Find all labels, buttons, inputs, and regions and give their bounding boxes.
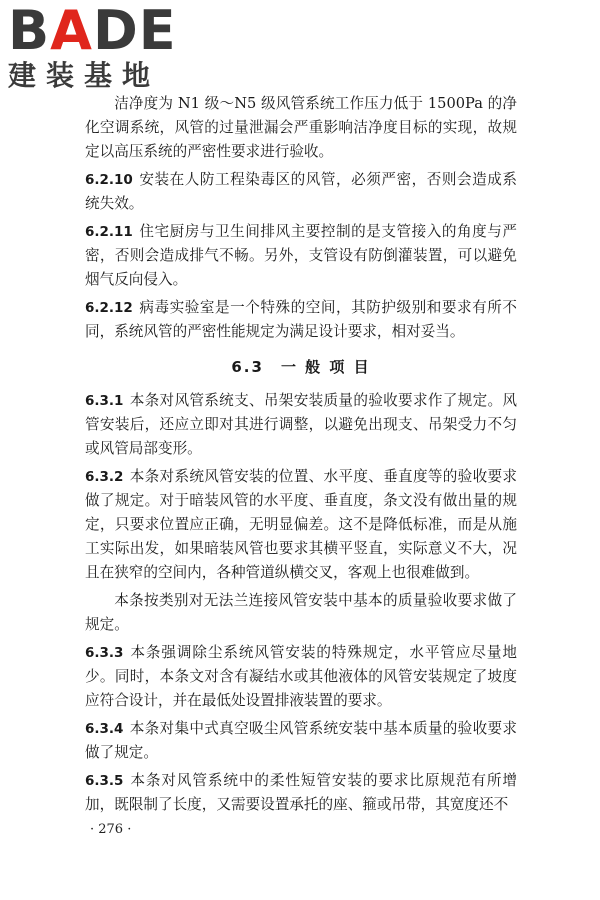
clause-6-3-3: 6.3.3 本条强调除尘系统风管安装的特殊规定，水平管应尽量地少。同时，本条文对含有凝结水或其他液体的风管安装规定了坡度应符合设计，并在最低处设置排液装置的要求。 bbox=[85, 644, 517, 709]
clause-6-2-12: 6.2.12 病毒实验室是一个特殊的空间，其防护级别和要求有所不同，系统风管的严密性能规定为满足设计要求，相对妥当。 bbox=[85, 299, 517, 340]
paragraph: 洁净度为 N1 级～N5 级风管系统工作压力低于 1500Pa 的净化空调系统，风管的过量泄漏会严重影响洁净度目标的实现，故规定以高压系统的严密性要求进行验收。 bbox=[85, 95, 517, 160]
page-number: · 276 · bbox=[90, 822, 132, 837]
section-heading: 6.3 一 般 项 目 bbox=[231, 358, 371, 376]
logo-wordmark: BADE bbox=[8, 0, 177, 62]
paragraph: 本条按类别对无法兰连接风管安装中基本的质量验收要求做了规定。 bbox=[85, 592, 517, 633]
clause-6-3-2: 6.3.2 本条对系统风管安装的位置、水平度、垂直度等的验收要求做了规定。对于暗装风管的水平度、垂直度，条文没有做出量的规定，只要求位置应正确，无明显偏差。这不是降低标准，而是从施工实际出发，如果暗装风管也要求其横平竖直，实际意义不大，况且在狭窄的空间内，各种管道纵横交叉，客观上也很难做到。 bbox=[85, 468, 517, 581]
clause-6-3-5: 6.3.5 本条对风管系统中的柔性短管安装的要求比原规范有所增加，既限制了长度，又需要设置承托的座、箍或吊带，其宽度还不 bbox=[85, 772, 517, 813]
document-body bbox=[85, 92, 517, 821]
clause-6-2-11: 6.2.11 住宅厨房与卫生间排风主要控制的是支管接入的角度与严密，否则会造成排气不畅。另外，支管设有防倒灌装置，可以避免烟气反向侵入。 bbox=[85, 223, 517, 288]
bade-logo bbox=[8, 0, 183, 94]
logo-subtitle: 建装基地 bbox=[8, 59, 161, 92]
clause-6-3-1: 6.3.1 本条对风管系统支、吊架安装质量的验收要求作了规定。风管安装后，还应立即对其进行调整，以避免出现支、吊架受力不匀或风管局部变形。 bbox=[85, 392, 517, 457]
clause-6-2-10: 6.2.10 安装在人防工程染毒区的风管，必须严密，否则会造成系统失效。 bbox=[85, 171, 517, 212]
clause-6-3-4: 6.3.4 本条对集中式真空吸尘风管系统安装中基本质量的验收要求做了规定。 bbox=[85, 720, 517, 761]
